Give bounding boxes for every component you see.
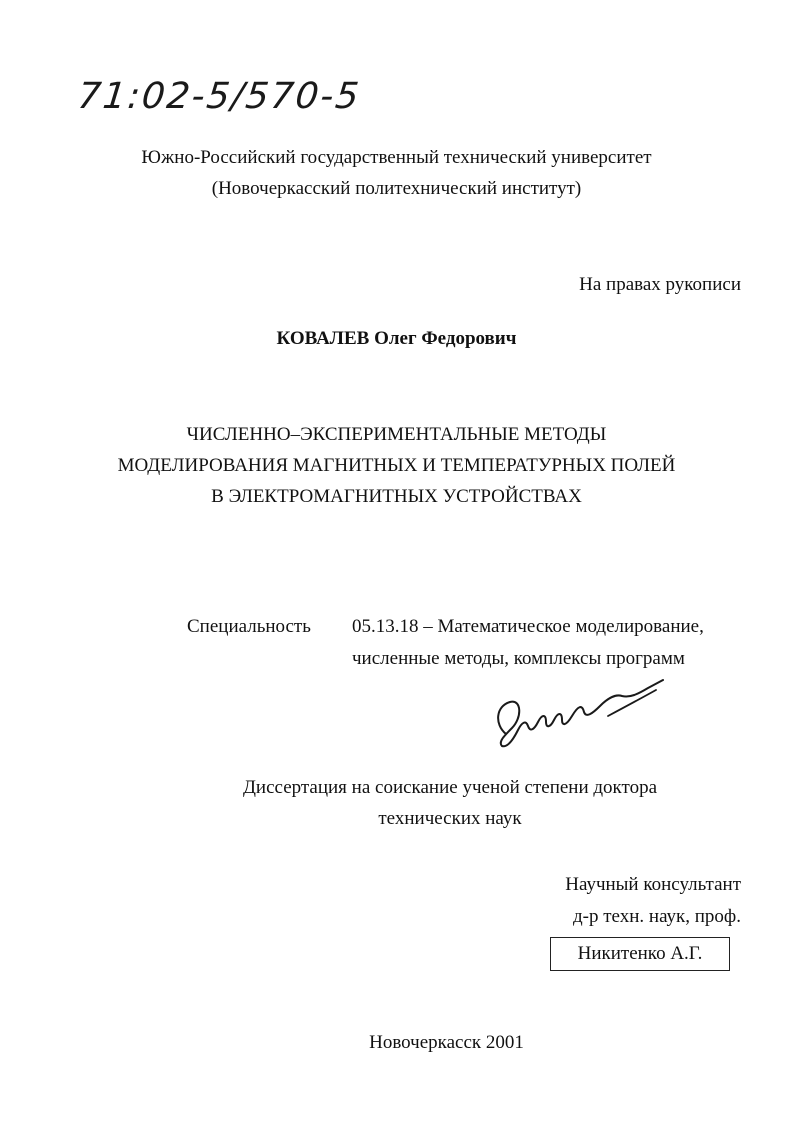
author-surname: КОВАЛЕВ <box>276 328 370 349</box>
university-subtitle: (Новочеркасский политехнический институт) <box>211 178 582 199</box>
specialty-label: Специальность <box>187 616 311 637</box>
author-name <box>0 327 793 351</box>
specialty-line-2: численные методы, комплексы программ <box>352 648 685 669</box>
title-line-3: В ЭЛЕКТРОМАГНИТНЫХ УСТРОЙСТВАХ <box>211 486 582 507</box>
advisor-degree: д-р техн. наук, проф. <box>573 906 741 927</box>
advisor-name-box <box>550 937 730 971</box>
title-line-2: МОДЕЛИРОВАНИЯ МАГНИТНЫХ И ТЕМПЕРАТУРНЫХ ПОЛЕЙ <box>117 455 676 476</box>
dissertation-line-1: Диссертация на соискание ученой степени доктора <box>242 777 658 798</box>
specialty-line-1: 05.13.18 – Математическое моделирование, <box>352 616 704 637</box>
advisor-name: Никитенко А.Г. <box>577 943 703 964</box>
title-line-1: ЧИСЛЕННО–ЭКСПЕРИМЕНТАЛЬНЫЕ МЕТОДЫ <box>186 424 607 445</box>
author-given-names: Олег Федорович <box>374 328 517 349</box>
place-year: Новочеркасск 2001 <box>369 1032 524 1053</box>
signature <box>488 672 668 752</box>
university-name: Южно-Российский государственный технический университет <box>141 147 652 168</box>
archive-number: 71:02-5/570-5 <box>75 76 363 117</box>
manuscript-note: На правах рукописи <box>579 274 741 295</box>
advisor-role: Научный консультант <box>565 874 741 895</box>
dissertation-line-2: технических наук <box>378 808 522 829</box>
